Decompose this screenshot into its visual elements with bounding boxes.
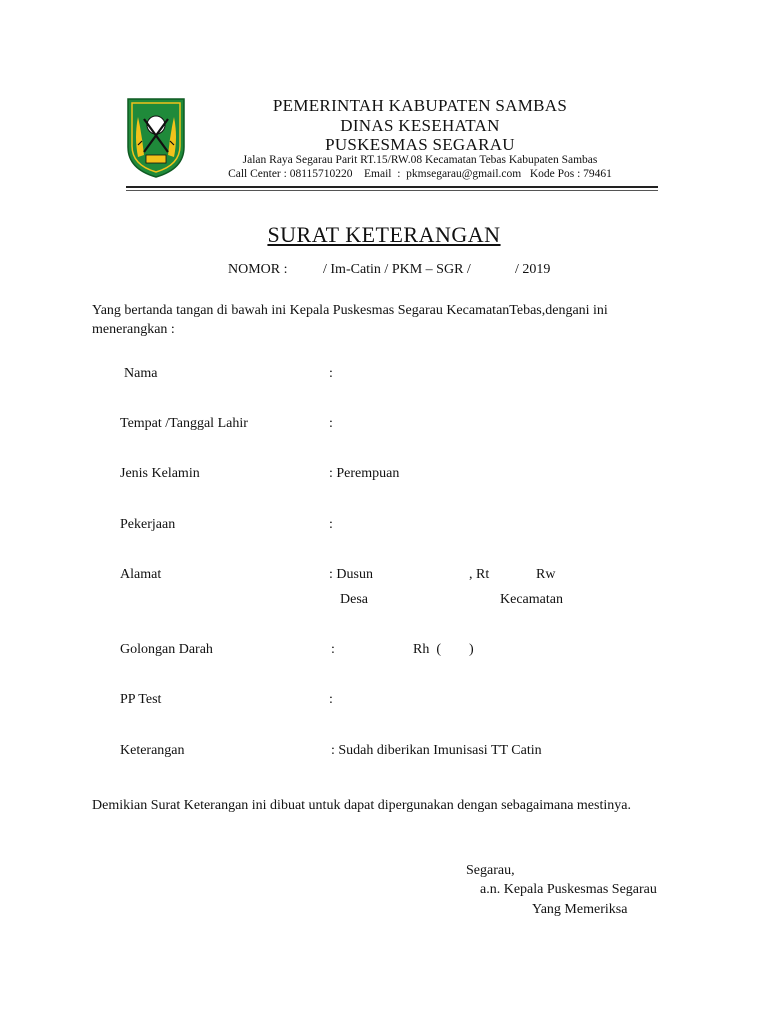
document-title: SURAT KETERANGAN: [267, 222, 501, 247]
field-jk-label: Jenis Kelamin: [120, 466, 200, 481]
field-goldar-value: :: [331, 642, 335, 657]
nomor-year: / 2019: [515, 262, 551, 277]
field-nama-value: :: [329, 366, 333, 381]
field-jk-value: : Perempuan: [329, 466, 400, 481]
field-ttl-value: :: [329, 416, 333, 431]
sambas-regency-emblem-icon: [124, 97, 188, 179]
header-department: DINAS KESEHATAN: [340, 116, 500, 135]
nomor-label: NOMOR :: [228, 262, 288, 277]
field-ket-value: : Sudah diberikan Imunisasi TT Catin: [331, 743, 542, 758]
field-goldar-label: Golongan Darah: [120, 642, 213, 657]
field-alamat-rt: , Rt: [469, 567, 490, 582]
field-alamat-desa: Desa: [340, 592, 368, 607]
field-ttl-label: Tempat /Tanggal Lahir: [120, 416, 248, 431]
header-divider-thin: [126, 190, 658, 191]
signature-role: Yang Memeriksa: [532, 902, 628, 917]
closing-paragraph: Demikian Surat Keterangan ini dibuat untuk dapat dipergunakan dengan sebagaimana mestinya.: [92, 798, 631, 813]
field-nama-label: Nama: [124, 366, 158, 381]
field-pekerjaan-value: :: [329, 517, 333, 532]
field-goldar-rh: Rh ( ): [413, 642, 474, 657]
field-pp-value: :: [329, 692, 333, 707]
field-alamat-kecamatan: Kecamatan: [500, 592, 563, 607]
field-ket-label: Keterangan: [120, 743, 185, 758]
field-alamat-rw: Rw: [536, 567, 556, 582]
header-government: PEMERINTAH KABUPATEN SAMBAS: [272, 96, 568, 115]
signature-on-behalf: a.n. Kepala Puskesmas Segarau: [480, 882, 657, 897]
signature-place: Segarau,: [466, 863, 515, 878]
header-address: Jalan Raya Segarau Parit RT.15/RW.08 Kecamatan Tebas Kabupaten Sambas: [242, 154, 598, 166]
field-alamat-label: Alamat: [120, 567, 162, 582]
field-pekerjaan-label: Pekerjaan: [120, 517, 176, 532]
header-puskesmas: PUSKESMAS SEGARAU: [325, 135, 515, 154]
field-pp-label: PP Test: [120, 692, 162, 707]
header-divider-thick: [126, 186, 658, 188]
header-contact: Call Center : 08115710220 Email : pkmsegarau@gmail.com Kode Pos : 79461: [228, 168, 612, 180]
field-alamat-dusun: : Dusun: [329, 567, 373, 582]
nomor-code: / Im-Catin / PKM – SGR /: [323, 262, 471, 277]
intro-paragraph: Yang bertanda tangan di bawah ini Kepala Puskesmas Segarau KecamatanTebas,dengani ini menerangkan :: [92, 303, 608, 337]
